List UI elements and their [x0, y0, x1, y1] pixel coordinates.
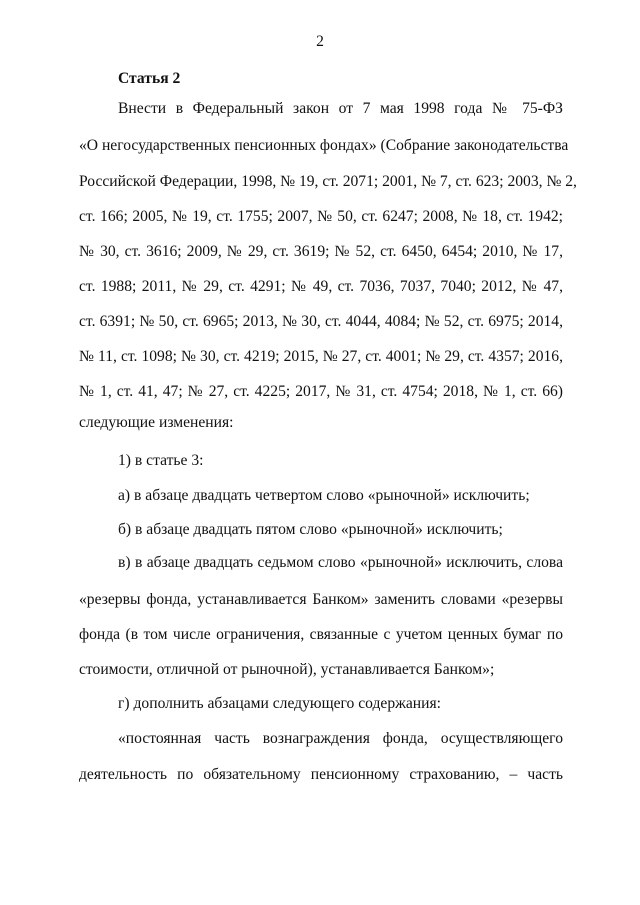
text-line: «резервы фонда, устанавливается Банком» заменить словами «резервы	[79, 591, 563, 608]
text-line: Российской Федерации, 1998, № 19, ст. 2071; 2001, № 7, ст. 623; 2003, № 2,	[79, 173, 577, 190]
text-line: № 11, ст. 1098; № 30, ст. 4219; 2015, № 27, ст. 4001; № 29, ст. 4357; 2016,	[79, 348, 563, 365]
text-line: деятельность по обязательному пенсионному страхованию, – часть	[79, 766, 563, 783]
list-item: в) в абзаце двадцать седьмом слово «рыночной» исключить, слова	[118, 554, 563, 571]
text-line: стоимости, отличной от рыночной), устанавливается Банком»;	[79, 661, 495, 678]
text-line: № 30, ст. 3616; 2009, № 29, ст. 3619; № 52, ст. 6450, 6454; 2010, № 17,	[79, 243, 563, 260]
text-line: «О негосударственных пенсионных фондах» (Собрание законодательства	[79, 137, 569, 154]
text-line: Внести в Федеральный закон от 7 мая 1998 года № 75-ФЗ	[118, 100, 563, 117]
list-item: б) в абзаце двадцать пятом слово «рыночной» исключить;	[118, 521, 503, 538]
list-item: а) в абзаце двадцать четвертом слово «рыночной» исключить;	[118, 487, 530, 504]
text-line: следующие изменения:	[79, 414, 234, 431]
list-item: г) дополнить абзацами следующего содержания:	[118, 695, 442, 712]
article-title: Статья 2	[118, 70, 181, 87]
page-number: 2	[316, 33, 324, 50]
text-line: ст. 1988; 2011, № 29, ст. 4291; № 49, ст. 7036, 7037, 7040; 2012, № 47,	[79, 278, 563, 295]
text-line: ст. 166; 2005, № 19, ст. 1755; 2007, № 50, ст. 6247; 2008, № 18, ст. 1942;	[79, 208, 563, 225]
text-line: «постоянная часть вознаграждения фонда, осуществляющего	[118, 730, 563, 747]
text-line: ст. 6391; № 50, ст. 6965; 2013, № 30, ст. 4044, 4084; № 52, ст. 6975; 2014,	[79, 313, 563, 330]
text-line: фонда (в том числе ограничения, связанные с учетом ценных бумаг по	[79, 626, 563, 643]
text-line: № 1, ст. 41, 47; № 27, ст. 4225; 2017, № 31, ст. 4754; 2018, № 1, ст. 66)	[79, 383, 563, 400]
list-item: 1) в статье 3:	[118, 452, 204, 469]
